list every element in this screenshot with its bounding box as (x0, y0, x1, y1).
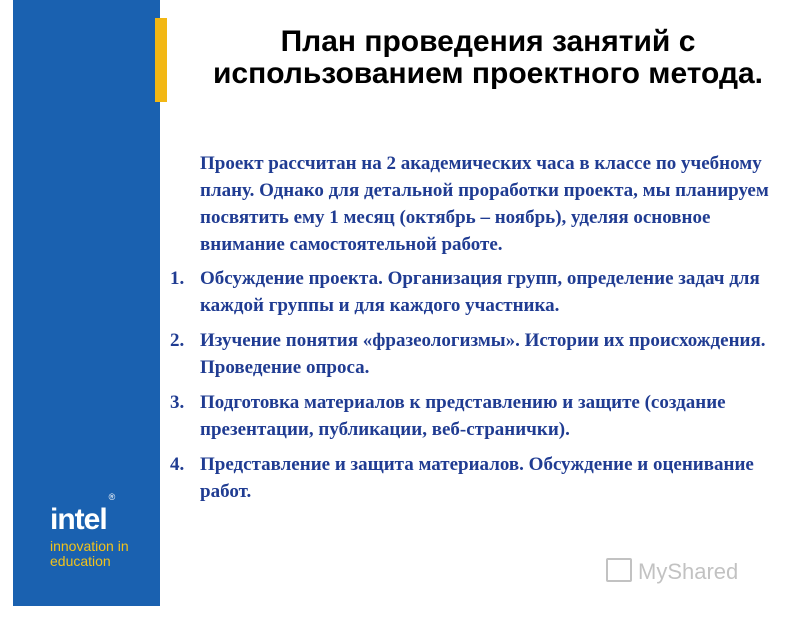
list-item (165, 389, 790, 443)
list-item (165, 451, 790, 505)
list-item-number: 4. (170, 454, 185, 475)
intel-logo (50, 492, 150, 569)
logo-tagline-line1: innovation in (50, 538, 129, 554)
watermark (606, 558, 738, 585)
gold-accent-bar (155, 18, 167, 102)
list-item-number: 1. (170, 268, 185, 289)
list-item-text: Представление и защита материалов. Обсуждение и оценивание работ. (200, 454, 754, 502)
intro-paragraph: Проект рассчитан на 2 академических часа в классе по учебному плану. Однако для детальной проработки проекта, мы планируем посвятить ему 1 месяц (октябрь – ноябрь), уделяя основное внимание самостоятельной работе. (200, 153, 769, 255)
plan-list (165, 265, 790, 505)
list-item (165, 265, 790, 319)
logo-wordmark: intel (50, 503, 107, 536)
list-item-text: Подготовка материалов к представлению и защите (создание презентации, публикации, веб-странички). (200, 392, 726, 440)
list-item-text: Изучение понятия «фразеологизмы». Истории их происхождения. Проведение опроса. (200, 330, 766, 378)
slide-title: План проведения занятий с использованием проектного метода. (212, 25, 764, 90)
watermark-text: MyShared (638, 559, 739, 584)
logo-tagline-line2: education (50, 553, 111, 569)
list-item-text: Обсуждение проекта. Организация групп, определение задач для каждой группы и для каждого участника. (200, 268, 760, 316)
slide-content (165, 150, 790, 513)
list-item (165, 327, 790, 381)
list-item-number: 3. (170, 392, 185, 413)
registered-mark: ® (108, 492, 115, 502)
list-item-number: 2. (170, 330, 185, 351)
presentation-icon (606, 558, 632, 582)
